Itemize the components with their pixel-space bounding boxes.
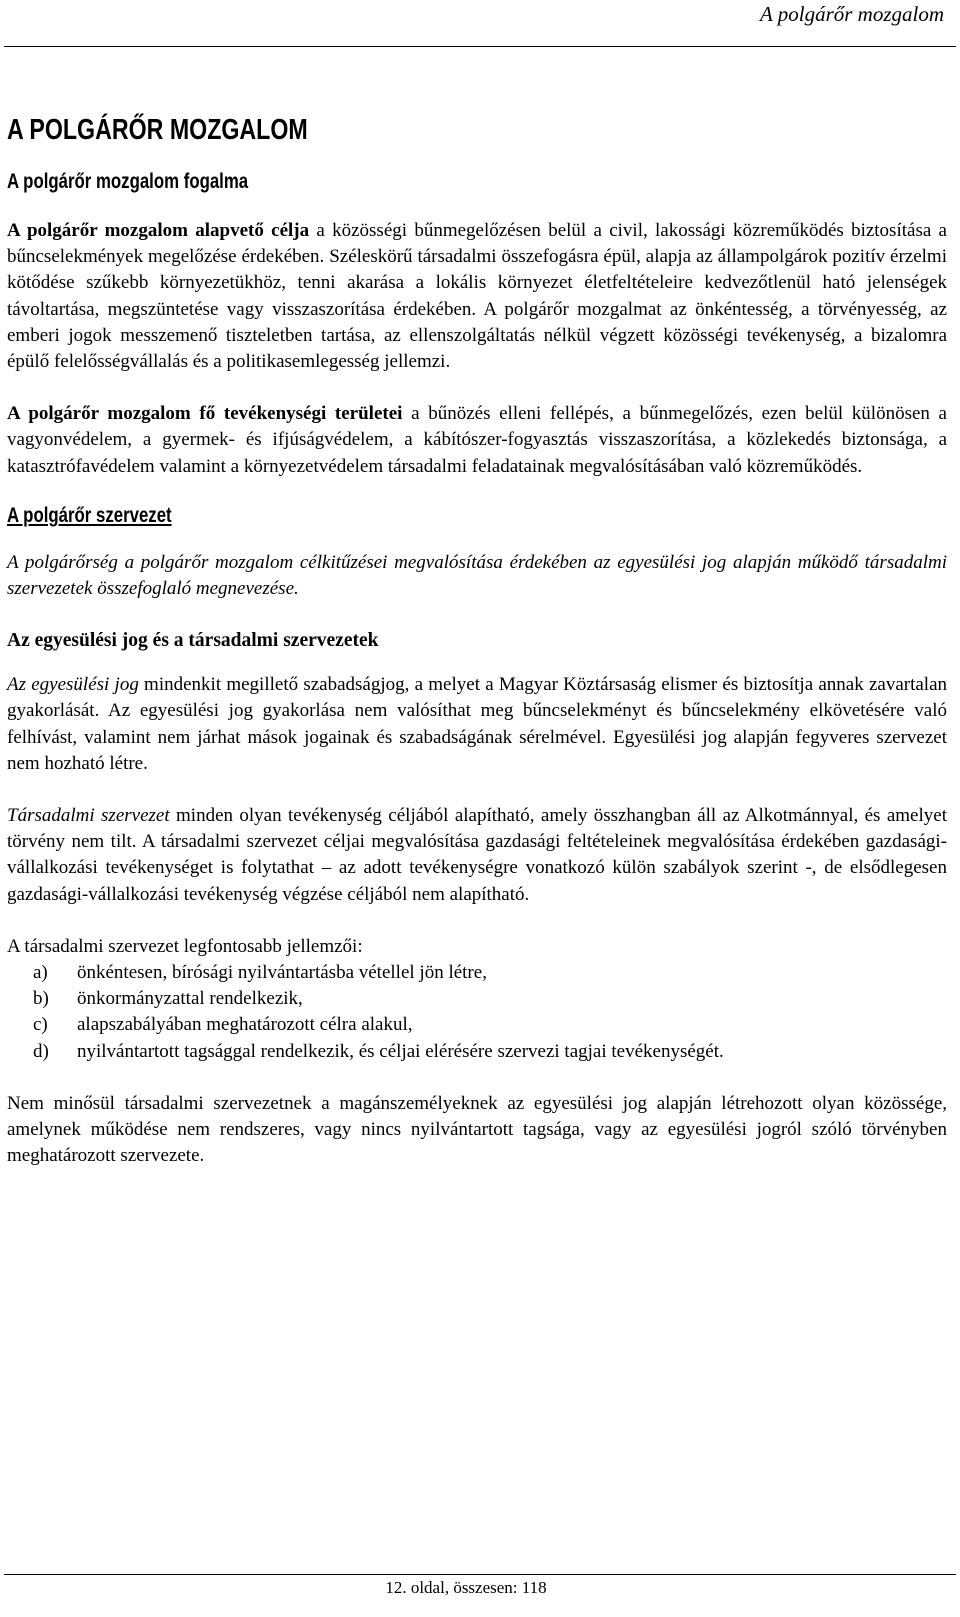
activities-lead: A polgárőr mozgalom fő tevékenységi területei (7, 403, 403, 425)
document-body (7, 112, 947, 1169)
paragraph-association-right (7, 672, 947, 777)
paragraph-social-organization (7, 803, 947, 908)
activities-text: a bűnözés elleni fellépés, a bűnmegelőzés, ezen belül különösen a vagyonvédelem, a gyermek- és ifjúságvédelem, a kábítószer-fogyasztás visszaszorítása, a közlekedés biztonsága, a katasztrófavédelem valamint a környezetvédelem társadalmi feladatainak megvalósításában való közreműködés. (7, 403, 947, 477)
paragraph-purpose (7, 218, 947, 375)
running-header: A polgárőr mozgalom (760, 2, 944, 26)
association-right-term: Az egyesülési jog (7, 674, 139, 696)
section-heading-concept: A polgárőr mozgalom fogalma (7, 170, 249, 193)
purpose-lead: A polgárőr mozgalom alapvető célja (7, 220, 310, 241)
footer-rule (4, 1574, 956, 1575)
paragraph-activities (7, 401, 947, 480)
paragraph-definition: A polgárőrség a polgárőr mozgalom célkitűzései megvalósítása érdekében az egyesülési jog alapján működő társadalmi szervezetek összefoglaló megnevezése. (7, 551, 947, 600)
section-heading-association: Az egyesülési jog és a társadalmi szervezetek (7, 630, 379, 652)
document-title: A POLGÁRŐR MOZGALOM (7, 114, 308, 146)
characteristics-list (7, 960, 947, 1065)
paragraph-not-social-organization: Nem minősül társadalmi szervezetnek a magánszemélyeknek az egyesülési jog alapján létrehozott olyan közössége, amelynek működése nem rendszeres, vagy nincs nyilvántartott tagsága, vagy az egyesülési jogról szóló törvényben meghatározott szervezete. (7, 1092, 947, 1167)
purpose-text: a közösségi bűnmegelőzésen belül a civil, lakossági közreműködés biztosítása a bűncselekmények megelőzése érdekében. Széleskörű társadalmi összefogásra épül, alapja az állampolgárok pozitív érzelmi kötődése szűkebb környezetükhöz, tenni akarása a lokális környezet életfeltételeire kedvezőtlenül ható jelenségek távoltartása, megszüntetése vagy visszaszorítása érdekében. A polgárőr mozgalmat az önkéntesség, a törvényesség, az emberi jogok messzemenő tiszteletben tartása, az ellenszolgáltatás nélkül végzett közösségi tevékenység, a bizalomra épülő felelősségvállalás és a politikasemlegesség jellemzi. (7, 220, 947, 373)
section-heading-organization-text: A polgárőr szervezet (7, 503, 172, 527)
header-rule (4, 46, 956, 47)
list-item: d) nyilvántartott tagsággal rendelkezik, és céljai elérésére szervezi tagjai tevékenységét. (33, 1040, 724, 1062)
page-number: 12. oldal, összesen: 118 (385, 1578, 547, 1597)
social-organization-text: minden olyan tevékenység céljából alapítható, amely összhangban áll az Alkotmánnyal, és amelyet törvény nem tilt. A társadalmi szervezet céljai megvalósítása gazdasági feltételeinek megvalósítása érdekében gazdasági-vállalkozási tevékenységet is folytathat – az adott tevékenységre vonatkozó külön szabályok szerint -, de elsődlegesen gazdasági-vállalkozási tevékenység végzése céljából nem alapítható. (7, 805, 947, 905)
list-item: a) önkéntesen, bírósági nyilvántartásba vétellel jön létre, (33, 962, 487, 984)
association-right-text: mindenkit megillető szabadságjog, a melyet a Magyar Köztársaság elismer és biztosítja annak zavartalan gyakorlását. Az egyesülési jog gyakorlása nem valósíthat meg bűncselekményt és bűncselekmény elkövetésére való felhívást, valamint nem járhat mások jogainak és szabadságának sérelmével. Egyesülési jog alapján fegyveres szervezet nem hozható létre. (7, 674, 948, 774)
list-item: c) alapszabályában meghatározott célra alakul, (33, 1014, 413, 1036)
characteristics-intro: A társadalmi szervezet legfontosabb jellemzői: (7, 935, 363, 957)
social-organization-term: Társadalmi szervezet (7, 805, 170, 827)
list-item: b) önkormányzattal rendelkezik, (33, 988, 303, 1010)
section-heading-organization (7, 502, 759, 530)
